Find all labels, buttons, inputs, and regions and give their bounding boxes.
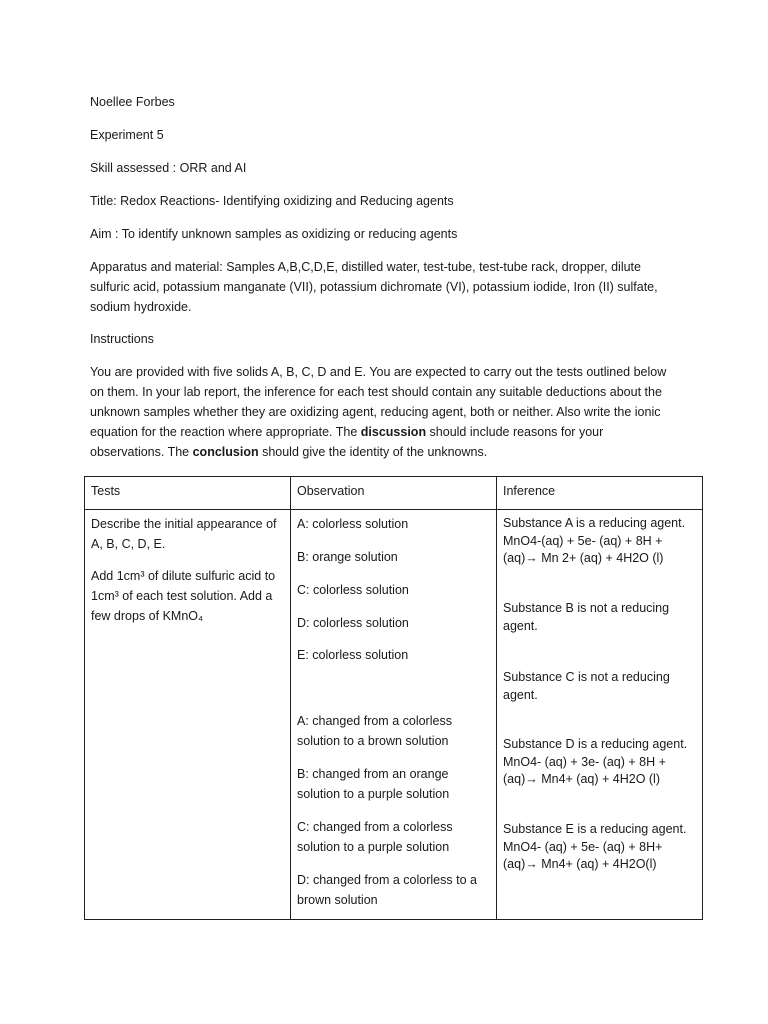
discussion-keyword: discussion: [360, 425, 427, 439]
observation-item: D: changed from a colorless to a brown solution: [297, 873, 477, 907]
instructions-heading: Instructions: [90, 332, 154, 346]
tests-cell: [85, 510, 291, 920]
results-table: [84, 476, 703, 920]
observation-item: A: colorless solution: [297, 517, 409, 531]
observation-item: A: changed from a colorless solution to a brown solution: [297, 714, 452, 748]
observation-cell: [291, 510, 497, 920]
apparatus-paragraph: Apparatus and material: Samples A,B,C,D,E, distilled water, test-tube, test-tube rack, dropper, dilute sulfuric acid, potassium manganate (VII), potassium dichromate (VI), potassium iodide, Iron (II) sulfate, sodium hydroxide.: [90, 260, 658, 314]
header-inference: Inference: [497, 477, 703, 510]
experiment-number: Experiment 5: [90, 128, 164, 142]
observation-item: D: colorless solution: [297, 616, 409, 630]
instructions-text-3: should give the identity of the unknowns.: [258, 445, 488, 459]
instructions-text-2: should include reasons for your observations. The: [90, 425, 604, 459]
table-row: [85, 510, 703, 920]
inference-item: Substance C is not a reducing agent.: [503, 670, 670, 702]
header-observation: Observation: [291, 477, 497, 510]
observation-item: C: colorless solution: [297, 583, 409, 597]
author-name: Noellee Forbes: [90, 95, 175, 109]
observation-item: B: changed from an orange solution to a purple solution: [297, 767, 450, 801]
inference-item: Substance A is a reducing agent. MnO4-(aq) + 5e- (aq) + 8H + (aq)→ Mn 2+ (aq) + 4H2O (l): [503, 516, 686, 565]
skill-assessed: Skill assessed : ORR and AI: [90, 161, 247, 175]
report-title: Title: Redox Reactions- Identifying oxidizing and Reducing agents: [90, 194, 454, 208]
aim: Aim : To identify unknown samples as oxidizing or reducing agents: [90, 227, 458, 241]
inference-item: Substance B is not a reducing agent.: [503, 601, 670, 633]
instructions-text-1: You are provided with five solids A, B, C, D and E. You are expected to carry out the tests outlined below on them. In your lab report, the inference for each test should contain any suitable deductions about the unknown samples whether they are oxidizing agent, reducing agent, both or neither. Also write the ionic equation for the reaction where appropriate. The: [90, 365, 667, 439]
inference-item: Substance E is a reducing agent. MnO4- (aq) + 5e- (aq) + 8H+ (aq)→ Mn4+ (aq) + 4H2O(l): [503, 822, 687, 871]
inference-cell: [497, 510, 703, 920]
instructions-paragraph: [90, 362, 680, 462]
inference-item: Substance D is a reducing agent. MnO4- (aq) + 3e- (aq) + 8H + (aq)→ Mn4+ (aq) + 4H2O (l): [503, 737, 688, 786]
conclusion-keyword: conclusion: [192, 445, 259, 459]
test-step-2: Add 1cm³ of dilute sulfuric acid to 1cm³ of each test solution. Add a few drops of KMnO₄: [91, 569, 276, 623]
observation-item: C: changed from a colorless solution to a purple solution: [297, 820, 453, 854]
test-step-1: Describe the initial appearance of A, B, C, D, E.: [91, 517, 277, 551]
observation-item: B: orange solution: [297, 550, 398, 564]
observation-item: E: colorless solution: [297, 648, 409, 662]
header-tests: Tests: [85, 477, 291, 510]
table-header-row: [85, 477, 703, 510]
